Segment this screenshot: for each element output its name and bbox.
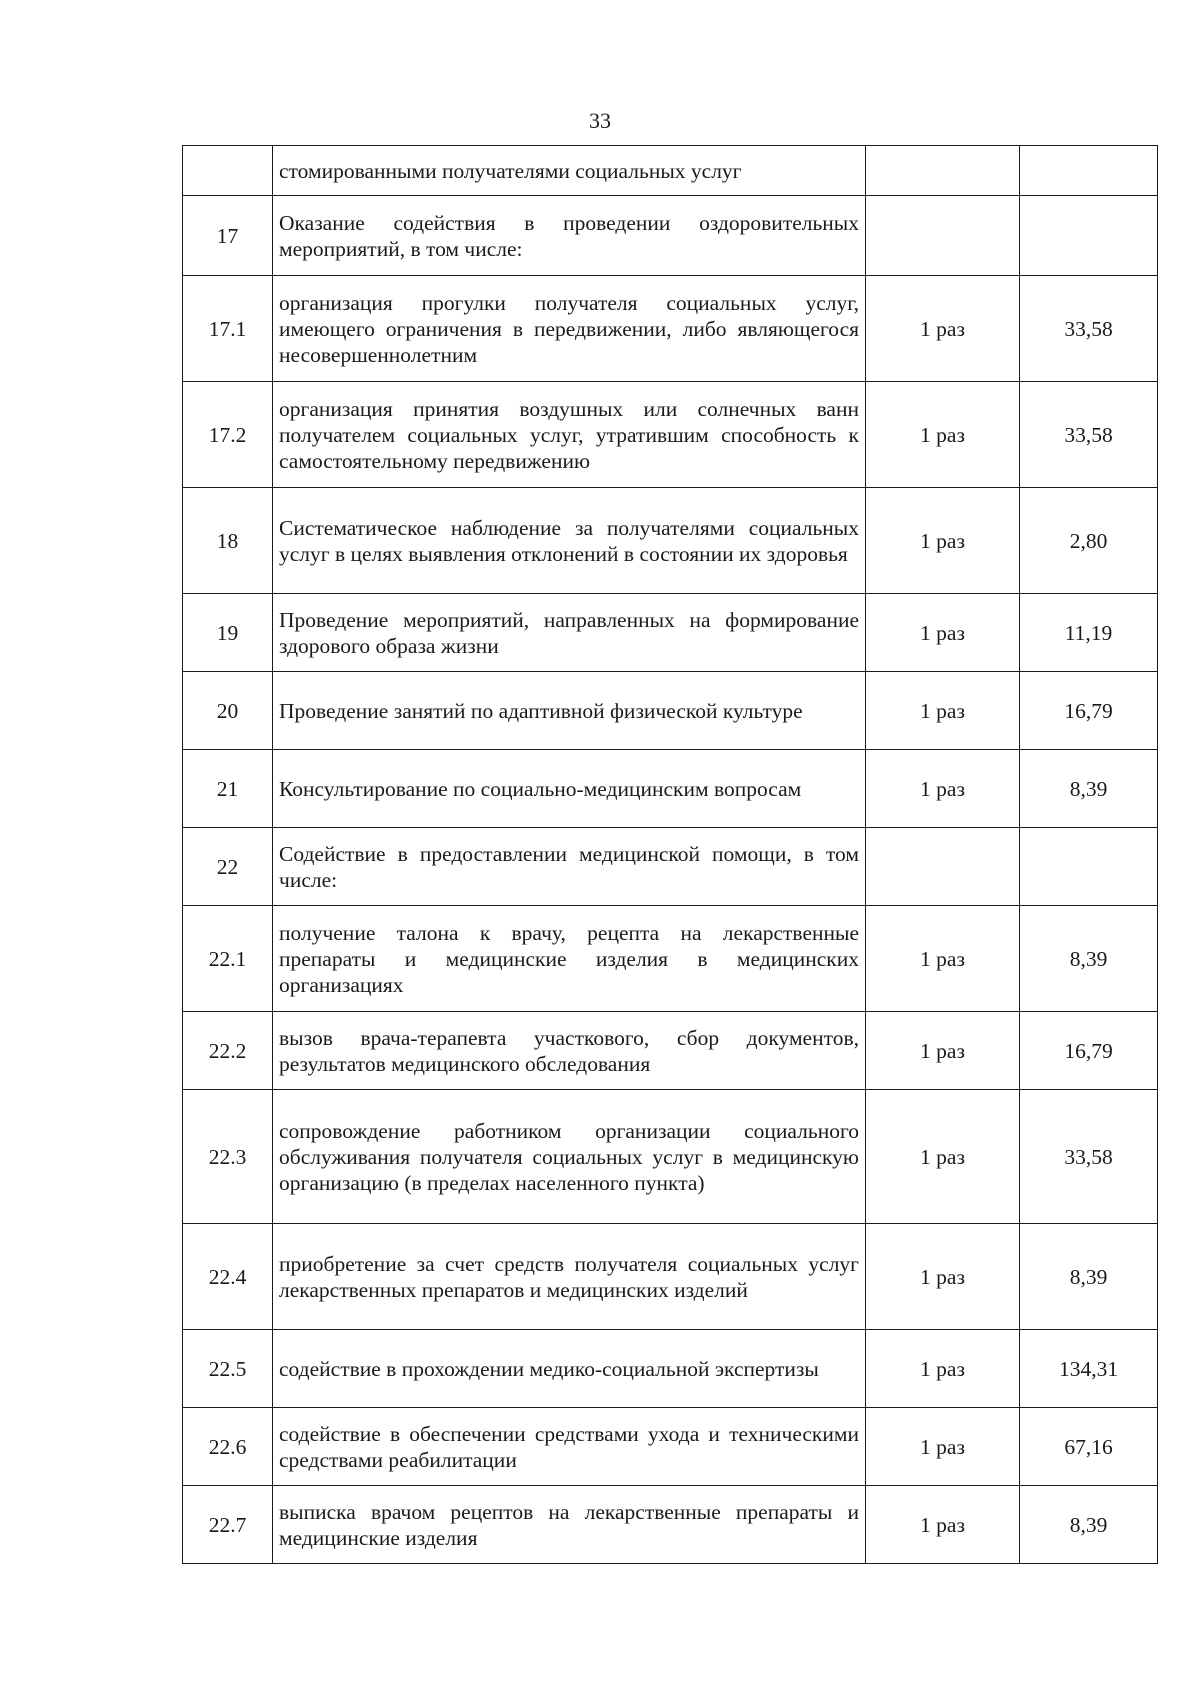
service-frequency: 1 раз (866, 906, 1020, 1012)
service-description: Проведение мероприятий, направленных на формирование здорового образа жизни (273, 594, 866, 672)
service-frequency: 1 раз (866, 382, 1020, 488)
service-price (1020, 146, 1158, 196)
table-row (183, 594, 1158, 672)
service-description: выписка врачом рецептов на лекарственные препараты и медицинские изделия (273, 1486, 866, 1564)
services-table (182, 145, 1158, 1564)
service-frequency: 1 раз (866, 1224, 1020, 1330)
table-row (183, 906, 1158, 1012)
service-price: 16,79 (1020, 672, 1158, 750)
table-row (183, 1224, 1158, 1330)
service-description: Проведение занятий по адаптивной физической культуре (273, 672, 866, 750)
service-description: вызов врача-терапевта участкового, сбор документов, результатов медицинского обследования (273, 1012, 866, 1090)
row-number: 20 (183, 672, 273, 750)
table-row (183, 1408, 1158, 1486)
table-row (183, 196, 1158, 276)
table-row (183, 828, 1158, 906)
row-number (183, 146, 273, 196)
service-price (1020, 828, 1158, 906)
row-number: 22.2 (183, 1012, 273, 1090)
service-description: Содействие в предоставлении медицинской помощи, в том числе: (273, 828, 866, 906)
row-number: 21 (183, 750, 273, 828)
table-row (183, 750, 1158, 828)
service-description: организация прогулки получателя социальных услуг, имеющего ограничения в передвижении, либо являющегося несовершеннолетним (273, 276, 866, 382)
table-row (183, 1012, 1158, 1090)
row-number: 22.5 (183, 1330, 273, 1408)
table-row (183, 488, 1158, 594)
row-number: 17 (183, 196, 273, 276)
service-description: Оказание содействия в проведении оздоровительных мероприятий, в том числе: (273, 196, 866, 276)
row-number: 22.6 (183, 1408, 273, 1486)
service-price: 8,39 (1020, 750, 1158, 828)
service-price: 33,58 (1020, 276, 1158, 382)
table-row (183, 146, 1158, 196)
service-price: 33,58 (1020, 1090, 1158, 1224)
service-description: сопровождение работником организации социального обслуживания получателя социальных услуг в медицинскую организацию (в пределах населенного пункта) (273, 1090, 866, 1224)
service-description: получение талона к врачу, рецепта на лекарственные препараты и медицинские изделия в медицинских организациях (273, 906, 866, 1012)
service-description: организация принятия воздушных или солнечных ванн получателем социальных услуг, утратившим способность к самостоятельному передвижению (273, 382, 866, 488)
row-number: 17.2 (183, 382, 273, 488)
table-row (183, 1486, 1158, 1564)
service-description: Консультирование по социально-медицинским вопросам (273, 750, 866, 828)
table-row (183, 382, 1158, 488)
service-frequency: 1 раз (866, 750, 1020, 828)
table-row (183, 276, 1158, 382)
service-frequency (866, 146, 1020, 196)
service-frequency: 1 раз (866, 1090, 1020, 1224)
row-number: 19 (183, 594, 273, 672)
service-price: 134,31 (1020, 1330, 1158, 1408)
table-row (183, 1090, 1158, 1224)
service-price: 2,80 (1020, 488, 1158, 594)
service-price: 8,39 (1020, 1224, 1158, 1330)
service-description: стомированными получателями социальных услуг (273, 146, 866, 196)
service-price: 67,16 (1020, 1408, 1158, 1486)
service-frequency (866, 196, 1020, 276)
service-frequency: 1 раз (866, 1486, 1020, 1564)
row-number: 22.4 (183, 1224, 273, 1330)
service-price: 11,19 (1020, 594, 1158, 672)
row-number: 18 (183, 488, 273, 594)
service-description: приобретение за счет средств получателя социальных услуг лекарственных препаратов и медицинских изделий (273, 1224, 866, 1330)
table-row (183, 1330, 1158, 1408)
service-frequency: 1 раз (866, 594, 1020, 672)
service-description: Систематическое наблюдение за получателями социальных услуг в целях выявления отклонений в состоянии их здоровья (273, 488, 866, 594)
service-frequency: 1 раз (866, 1330, 1020, 1408)
row-number: 22.1 (183, 906, 273, 1012)
service-description: содействие в обеспечении средствами ухода и техническими средствами реабилитации (273, 1408, 866, 1486)
row-number: 22.7 (183, 1486, 273, 1564)
service-frequency (866, 828, 1020, 906)
service-frequency: 1 раз (866, 276, 1020, 382)
row-number: 22 (183, 828, 273, 906)
table-row (183, 672, 1158, 750)
service-price: 8,39 (1020, 906, 1158, 1012)
row-number: 22.3 (183, 1090, 273, 1224)
service-price: 33,58 (1020, 382, 1158, 488)
service-description: содействие в прохождении медико-социальной экспертизы (273, 1330, 866, 1408)
service-frequency: 1 раз (866, 672, 1020, 750)
service-price (1020, 196, 1158, 276)
row-number: 17.1 (183, 276, 273, 382)
service-frequency: 1 раз (866, 1408, 1020, 1486)
service-frequency: 1 раз (866, 1012, 1020, 1090)
service-price: 8,39 (1020, 1486, 1158, 1564)
page-number: 33 (589, 108, 611, 133)
service-frequency: 1 раз (866, 488, 1020, 594)
service-price: 16,79 (1020, 1012, 1158, 1090)
